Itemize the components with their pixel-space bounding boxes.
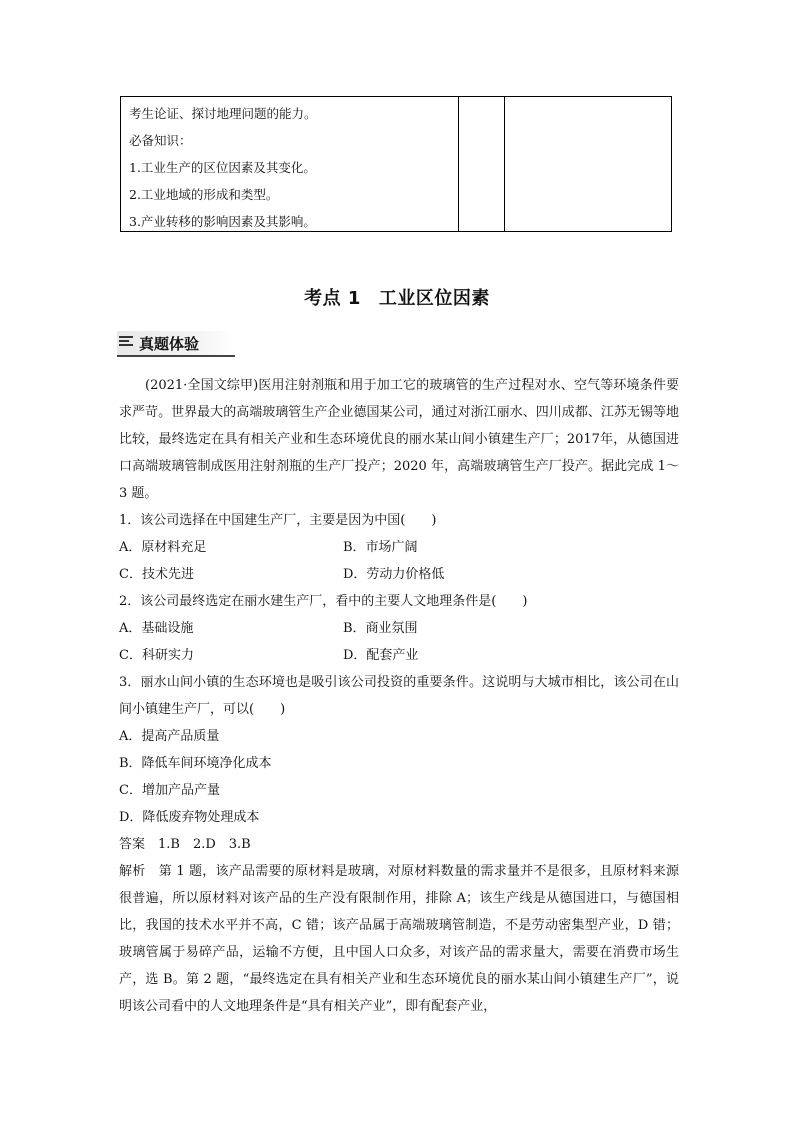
option-b: B．降低车间环境净化成本 (119, 756, 272, 771)
table-line: 3.产业转移的影响因素及其影响。 (129, 214, 316, 229)
table-line: 2.工业地域的形成和类型。 (129, 187, 279, 202)
option-a: A．提高产品质量 (119, 729, 220, 744)
section-banner (117, 331, 235, 355)
section-label: 真题体验 (139, 335, 200, 353)
question-1-stem: 1．该公司选择在中国建生产厂，主要是因为中国( ) (119, 513, 437, 528)
question-1-options-row (119, 534, 679, 561)
heading-number: 考点 1 (304, 288, 361, 309)
option-c: C．技术先进 (119, 567, 194, 582)
option-c: C．增加产品产量 (119, 783, 220, 798)
list-icon (119, 336, 133, 349)
objectives-table (120, 96, 672, 232)
option-d: D．劳动力价格低 (343, 567, 445, 582)
option-a: A．原材料充足 (119, 540, 207, 555)
question-2-options-row (119, 642, 679, 669)
option-a: A．基础设施 (119, 621, 194, 636)
table-cell-knowledge (129, 100, 454, 235)
question-2-options-row (119, 615, 679, 642)
table-column-divider (458, 97, 459, 231)
option-c: C．科研实力 (119, 648, 194, 663)
heading-title: 工业区位因素 (378, 288, 490, 309)
question-2-stem: 2．该公司最终选定在丽水建生产厂，看中的主要人文地理条件是( ) (119, 594, 528, 609)
analysis-paragraph: 解析 第 1 题，该产品需要的原材料是玻璃，对原材料数量的需求量并不是很多，且原材料来源很普遍，所以原材料对该产品的生产没有限制作用，排除 A；该生产线是从德国进口，与德国相比，我国的技术水平并不高，C 错；该产品属于高端玻璃管制造，不是劳动密集型产业，D 错；玻璃管属于易碎产品，运输不方便，且中国人口众多，对该产品的需求量大，需要在消费市场生产，选 B。第 2 题，“最终选定在具有相关产业和生态环境优良的丽水某山间小镇建生产厂”，说明该公司看中的人文地理条件是“具有相关产业”，即有配套产业， (119, 864, 679, 1014)
table-line: 必备知识： (129, 133, 192, 148)
question-body (119, 372, 679, 1020)
option-b: B．商业氛围 (343, 621, 418, 636)
option-d: D．降低废弃物处理成本 (119, 810, 260, 825)
intro-paragraph: (2021·全国文综甲)医用注射剂瓶和用于加工它的玻璃管的生产过程对水、空气等环境条件要求严苛。世界最大的高端玻璃管生产企业德国某公司，通过对浙江丽水、四川成都、江苏无锡等地比较，最终选定在具有相关产业和生态环境优良的丽水某山间小镇建生产厂；2017年，从德国进口高端玻璃管制成医用注射剂瓶的生产厂投产；2020 年，高端玻璃管生产厂投产。据此完成 1～3 题。 (119, 378, 679, 501)
table-column-divider (504, 97, 505, 231)
table-line: 1.工业生产的区位因素及其变化。 (129, 160, 316, 175)
option-d: D．配套产业 (343, 648, 419, 663)
section-heading (0, 284, 794, 310)
banner-underline (117, 355, 235, 357)
option-b: B．市场广阔 (343, 540, 418, 555)
question-3-stem: 3．丽水山间小镇的生态环境也是吸引该公司投资的重要条件。这说明与大城市相比，该公司在山间小镇建生产厂，可以( ) (119, 675, 679, 717)
table-line: 考生论证、探讨地理问题的能力。 (129, 106, 317, 121)
answer-line: 答案 1.B 2.D 3.B (119, 837, 251, 852)
question-1-options-row (119, 561, 679, 588)
